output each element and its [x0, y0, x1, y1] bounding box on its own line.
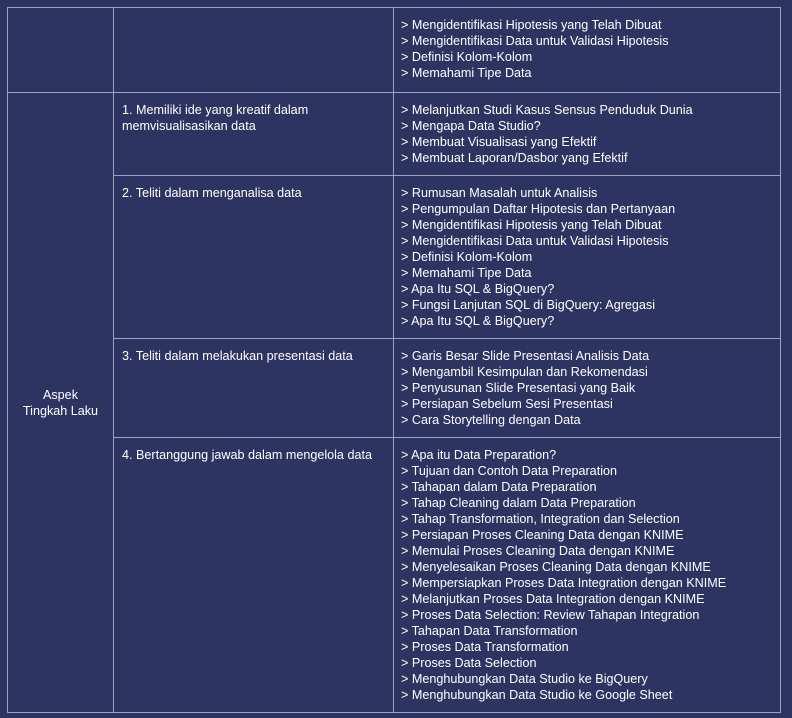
- aspect-cell-empty: [8, 8, 114, 93]
- material-item: > Apa Itu SQL & BigQuery?: [401, 282, 555, 296]
- competency-cell-empty: [114, 8, 394, 93]
- material-item: > Membuat Visualisasi yang Efektif: [401, 135, 597, 149]
- material-item: > Proses Data Transformation: [401, 640, 569, 654]
- material-item: > Penyusunan Slide Presentasi yang Baik: [401, 381, 636, 395]
- material-item: > Definisi Kolom-Kolom: [401, 50, 533, 64]
- material-item: > Tahap Transformation, Integration dan Selection: [401, 512, 680, 526]
- aspect-cell: [8, 93, 114, 713]
- aspect-label-line1: Aspek: [42, 387, 78, 402]
- material-item: > Melanjutkan Studi Kasus Sensus Penduduk Dunia: [401, 103, 693, 117]
- material-item: > Apa itu Data Preparation?: [401, 448, 557, 462]
- competency-text: 1. Memiliki ide yang kreatif dalam memvisualisasikan data: [114, 93, 394, 176]
- material-list: [394, 339, 781, 438]
- table-row-top: [8, 8, 781, 93]
- material-item: > Membuat Laporan/Dasbor yang Efektif: [401, 151, 628, 165]
- material-item: > Pengumpulan Daftar Hipotesis dan Pertanyaan: [401, 202, 676, 216]
- aspect-label: [23, 387, 98, 419]
- material-item: > Proses Data Selection: [401, 656, 537, 670]
- table-row-3: [8, 339, 781, 438]
- material-item: > Garis Besar Slide Presentasi Analisis Data: [401, 349, 650, 363]
- aspect-label-line2: Tingkah Laku: [22, 403, 99, 418]
- table-row-1: [8, 93, 781, 176]
- material-item: > Menghubungkan Data Studio ke Google Sheet: [401, 688, 673, 702]
- material-item: > Tahapan dalam Data Preparation: [401, 480, 597, 494]
- material-item: > Persiapan Proses Cleaning Data dengan KNIME: [401, 528, 684, 542]
- material-item: > Memulai Proses Cleaning Data dengan KNIME: [401, 544, 675, 558]
- table-row-2: [8, 176, 781, 339]
- material-item: > Memahami Tipe Data: [401, 266, 532, 280]
- table-row-4: [8, 438, 781, 713]
- material-item: > Mengidentifikasi Data untuk Validasi Hipotesis: [401, 234, 669, 248]
- competency-text: 2. Teliti dalam menganalisa data: [114, 176, 394, 339]
- material-list: [394, 8, 781, 93]
- material-item: > Rumusan Masalah untuk Analisis: [401, 186, 598, 200]
- material-item: > Memahami Tipe Data: [401, 66, 532, 80]
- material-item: > Melanjutkan Proses Data Integration dengan KNIME: [401, 592, 705, 606]
- material-item: > Mengidentifikasi Hipotesis yang Telah Dibuat: [401, 18, 662, 32]
- material-item: > Tahapan Data Transformation: [401, 624, 578, 638]
- material-item: > Mempersiapkan Proses Data Integration dengan KNIME: [401, 576, 727, 590]
- material-item: > Definisi Kolom-Kolom: [401, 250, 533, 264]
- material-list: [394, 176, 781, 339]
- material-item: > Fungsi Lanjutan SQL di BigQuery: Agregasi: [401, 298, 656, 312]
- material-list: [394, 438, 781, 713]
- competency-text: 4. Bertanggung jawab dalam mengelola data: [114, 438, 394, 713]
- material-item: > Tujuan dan Contoh Data Preparation: [401, 464, 617, 478]
- material-item: > Menghubungkan Data Studio ke BigQuery: [401, 672, 648, 686]
- material-item: > Mengidentifikasi Hipotesis yang Telah Dibuat: [401, 218, 662, 232]
- material-item: > Apa Itu SQL & BigQuery?: [401, 314, 555, 328]
- material-item: > Persiapan Sebelum Sesi Presentasi: [401, 397, 613, 411]
- material-item: > Mengapa Data Studio?: [401, 119, 541, 133]
- material-item: > Tahap Cleaning dalam Data Preparation: [401, 496, 636, 510]
- material-item: > Proses Data Selection: Review Tahapan Integration: [401, 608, 700, 622]
- material-item: > Cara Storytelling dengan Data: [401, 413, 581, 427]
- material-list: [394, 93, 781, 176]
- material-item: > Mengidentifikasi Data untuk Validasi Hipotesis: [401, 34, 669, 48]
- material-item: > Mengambil Kesimpulan dan Rekomendasi: [401, 365, 648, 379]
- curriculum-table: [7, 7, 781, 713]
- material-item: > Menyelesaikan Proses Cleaning Data dengan KNIME: [401, 560, 711, 574]
- competency-text: 3. Teliti dalam melakukan presentasi data: [114, 339, 394, 438]
